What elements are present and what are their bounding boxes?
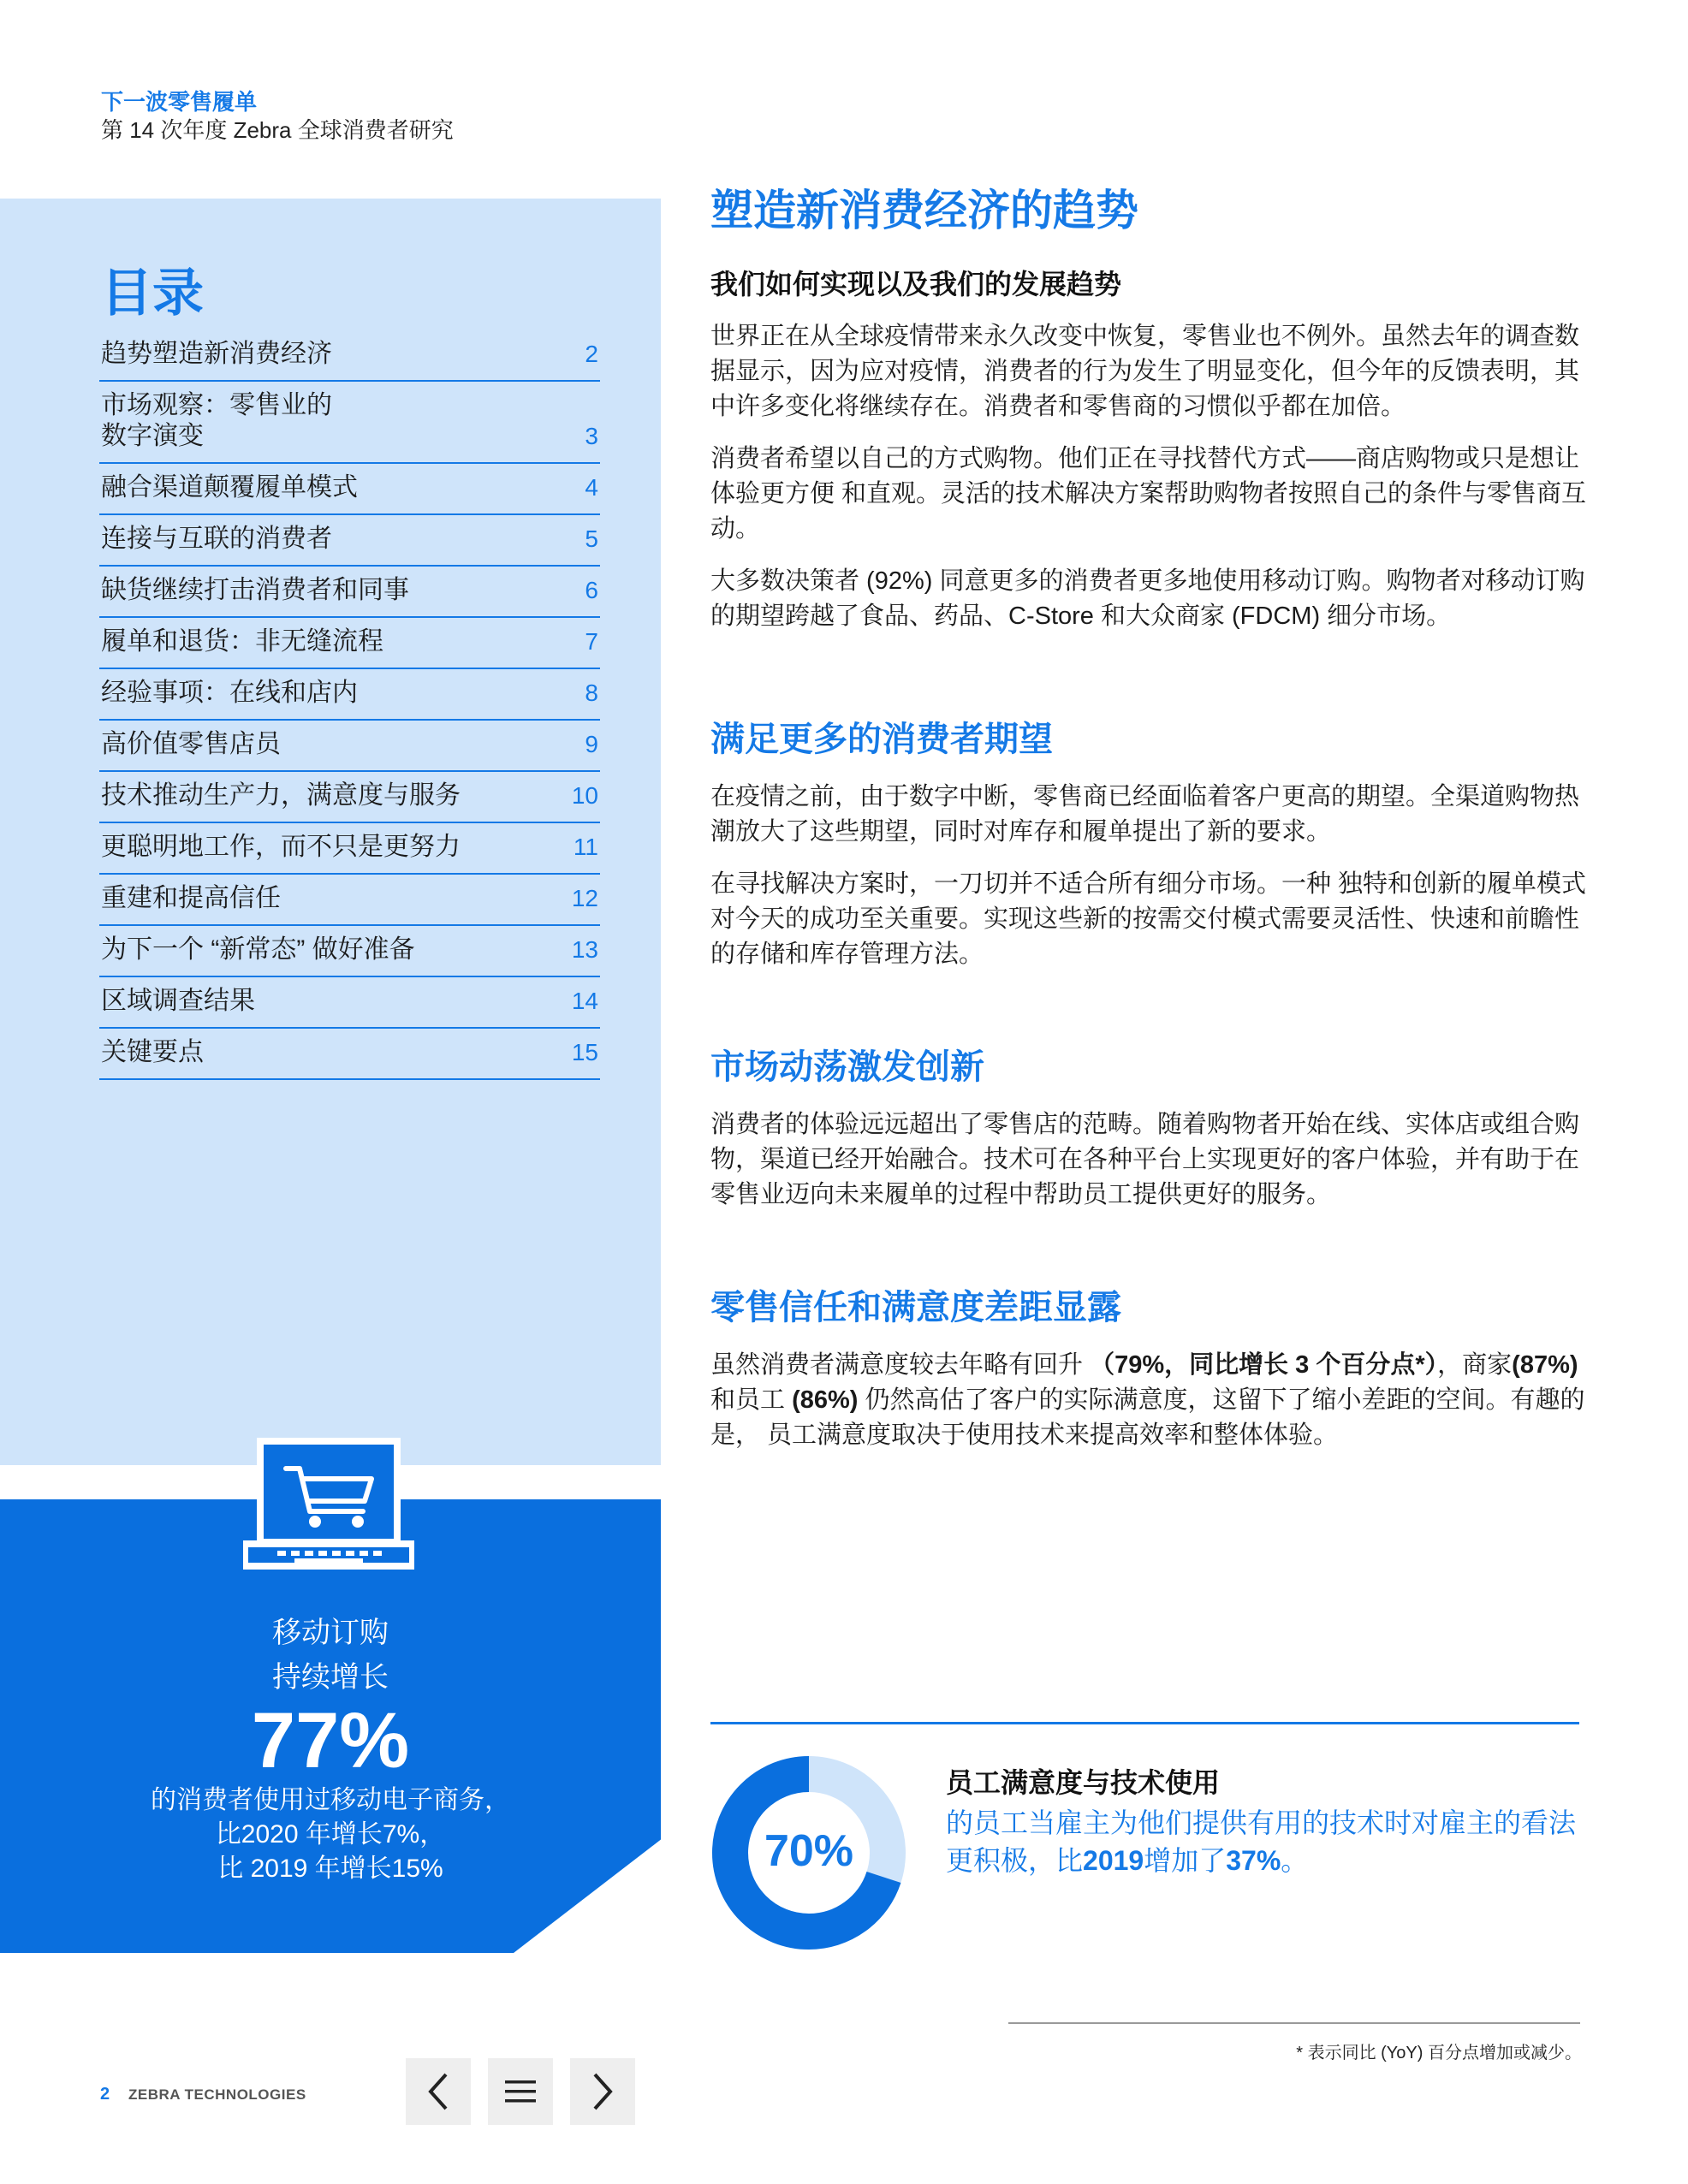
text-run: 。: [1281, 1845, 1309, 1876]
toc-item[interactable]: [99, 464, 600, 515]
bold-run: （79%，同比增长 3 个百分点*）: [1090, 1351, 1438, 1379]
doc-title: 下一波零售履单: [101, 89, 258, 115]
table-of-contents: [99, 330, 600, 1080]
toc-item[interactable]: [99, 669, 600, 721]
toc-item[interactable]: [99, 875, 600, 926]
doc-subtitle: 第 14 次年度 Zebra 全球消费者研究: [101, 117, 454, 143]
toc-item[interactable]: [99, 977, 600, 1029]
chevron-left-icon: [424, 2071, 453, 2112]
text-run: 的员工当雇主为他们提供有用的技术时对雇主的看法更积极，比: [946, 1807, 1577, 1876]
toc-item-label: 关键要点: [101, 1038, 204, 1066]
donut-label: 70%: [764, 1826, 854, 1876]
toc-item-label: 技术推动生产力，满意度与服务: [101, 781, 461, 810]
toc-item-page: 5: [585, 525, 598, 552]
bold-run: (86%): [792, 1386, 859, 1414]
callout-desc1: 的消费者使用过移动电子商务，: [151, 1786, 510, 1814]
toc-item[interactable]: [99, 1029, 600, 1080]
footnote-rule: [1008, 2022, 1580, 2024]
callout-percent: 77%: [251, 1697, 410, 1784]
menu-button[interactable]: [488, 2058, 553, 2125]
text-run: 增加了: [1144, 1845, 1227, 1876]
bold-run: 37%: [1226, 1845, 1281, 1876]
callout-line2: 持续增长: [272, 1661, 389, 1694]
toc-item-label: 履单和退货：非无缝流程: [101, 627, 383, 656]
toc-item-page: 9: [585, 731, 598, 757]
toc-item[interactable]: [99, 823, 600, 875]
toc-item-label: 为下一个 “新常态” 做好准备: [101, 935, 415, 964]
toc-item[interactable]: [99, 926, 600, 977]
donut-chart: [710, 1754, 907, 1951]
toc-item-label: 区域调查结果: [101, 987, 255, 1015]
toc-item-label: 市场观察：零售业的 数字演变: [101, 391, 332, 450]
main-title: 塑造新消费经济的趋势: [710, 187, 1138, 234]
toc-item-label: 连接与互联的消费者: [101, 525, 332, 553]
toc-item-page: 8: [585, 680, 598, 706]
paragraph: 消费者希望以自己的方式购物。他们正在寻找替代方式——商店购物或只是想让体验更方便 和直观。灵活的技术解决方案帮助购物者按照自己的条件与零售商互动。: [710, 445, 1587, 543]
callout-line1: 移动订购: [272, 1617, 389, 1649]
toc-item-page: 11: [573, 834, 598, 860]
stat-title: 员工满意度与技术使用: [946, 1767, 1221, 1798]
text-run: 和员工: [710, 1386, 793, 1414]
toc-item-page: 15: [571, 1039, 598, 1065]
toc-item-label: 更聪明地工作，而不只是更努力: [101, 833, 461, 861]
toc-item-page: 13: [571, 936, 598, 963]
section-heading: 零售信任和满意度差距显露: [710, 1289, 1121, 1326]
toc-item-page: 4: [585, 474, 598, 501]
paragraph: 在寻找解决方案时，一刀切并不适合所有细分市场。一种 独特和创新的履单模式对今天的成功至关重要。实现这些新的按需交付模式需要灵活性、快速和前瞻性的存储和库存管理方法。: [710, 870, 1587, 968]
main-subtitle: 我们如何实现以及我们的发展趋势: [710, 269, 1122, 300]
section-heading: 市场动荡激发创新: [710, 1048, 984, 1086]
callout-text: [0, 1611, 661, 1886]
laptop-cart-icon: [243, 1438, 414, 1575]
toc-item[interactable]: [99, 330, 600, 382]
footnote: * 表示同比 (YoY) 百分点增加或减少。: [1296, 2044, 1582, 2062]
paragraph: 消费者的体验远远超出了零售店的范畴。随着购物者开始在线、实体店或组合购物，渠道已经开始融合。技术可在各种平台上实现更好的客户体验，并有助于在零售业迈向未来履单的过程中帮助员工提供更好的服务。: [710, 1111, 1580, 1208]
paragraph: [710, 1348, 1592, 1453]
toc-item[interactable]: [99, 618, 600, 669]
prev-page-button[interactable]: [406, 2058, 471, 2125]
toc-item-page: 2: [585, 341, 598, 367]
toc-item-label: 缺货继续打击消费者和同事: [101, 576, 409, 604]
toc-item-label: 融合渠道颠覆履单模式: [101, 473, 358, 501]
text-run: 虽然消费者满意度较去年略有回升: [710, 1351, 1091, 1379]
callout-desc2: 比2020 年增长7%，: [215, 1820, 446, 1849]
bold-run: 2019: [1083, 1845, 1144, 1876]
toc-item[interactable]: [99, 382, 600, 464]
brand-name: ZEBRA TECHNOLOGIES: [128, 2086, 306, 2103]
toc-item-page: 14: [571, 988, 598, 1014]
toc-heading: 目录: [101, 264, 204, 322]
text-run: ，商家: [1437, 1351, 1513, 1379]
toc-item-page: 10: [571, 782, 598, 809]
callout-desc3: 比 2019 年增长15%: [217, 1855, 443, 1883]
paragraph: 在疫情之前，由于数字中断，零售商已经面临着客户更高的期望。全渠道购物热潮放大了这些期望，同时对库存和履单提出了新的要求。: [710, 783, 1580, 846]
toc-item-page: 6: [585, 577, 598, 603]
toc-item[interactable]: [99, 515, 600, 567]
next-page-button[interactable]: [570, 2058, 635, 2125]
stat-divider: [710, 1722, 1579, 1724]
toc-item[interactable]: [99, 567, 600, 618]
toc-item[interactable]: [99, 721, 600, 772]
main-content: [710, 184, 1592, 1470]
toc-item[interactable]: [99, 772, 600, 823]
toc-item-label: 高价值零售店员: [101, 730, 281, 758]
text-run: 仍然高估了客户的实际满意度，这留下了缩小差距的空间。有趣的是， 员工满意度取决于使用技术来提高效率和整体体验。: [710, 1386, 1585, 1449]
toc-item-label: 趋势塑造新消费经济: [101, 340, 332, 368]
bold-run: (87%): [1512, 1351, 1578, 1379]
paragraph: 世界正在从全球疫情带来永久改变中恢复，零售业也不例外。虽然去年的调查数据显示，因为应对疫情，消费者的行为发生了明显变化，但今年的反馈表明，其中许多变化将继续存在。消费者和零售商的习惯似乎都在加倍。: [710, 323, 1580, 420]
page-number: 2: [100, 2085, 110, 2104]
toc-item-label: 经验事项：在线和店内: [101, 679, 358, 707]
toc-item-page: 3: [585, 423, 598, 449]
toc-item-page: 7: [585, 628, 598, 655]
toc-item-page: 12: [571, 885, 598, 911]
paragraph: 大多数决策者 (92%) 同意更多的消费者更多地使用移动订购。购物者对移动订购的期望跨越了食品、药品、C-Store 和大众商家 (FDCM) 细分市场。: [710, 567, 1585, 630]
section-heading: 满足更多的消费者期望: [710, 721, 1053, 758]
menu-icon: [503, 2078, 538, 2105]
doc-header: [101, 88, 454, 145]
toc-item-label: 重建和提高信任: [101, 884, 281, 912]
chevron-right-icon: [588, 2071, 617, 2112]
stat-description: [946, 1804, 1596, 1879]
